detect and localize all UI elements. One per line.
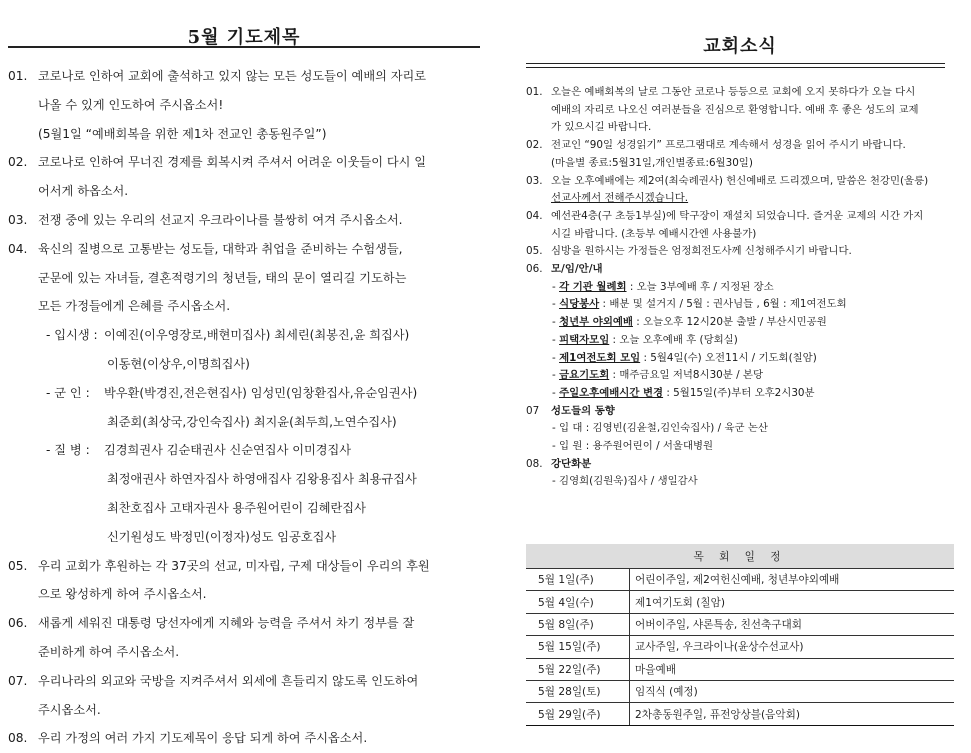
schedule-row: 5월 4일(수) 제1여기도회 (칠암)	[526, 591, 954, 613]
prayer-item-01: 01. 코로나로 인하여 교회에 출석하고 있지 않는 모든 성도들이 예배의 자리로 나올 수 있게 인도하여 주시옵소서! (5월1일 “예배회복을 위한 제1차 전교인 총동원주일”)	[8, 62, 480, 148]
prayer-text: (5월1일 “예배회복을 위한 제1차 전교인 총동원주일”)	[38, 126, 327, 141]
prayer-item-05: 05. 우리 교회가 후원하는 각 37곳의 선교, 미자립, 구제 대상들이 우리의 후원 으로 왕성하게 하여 주시옵소서.	[8, 552, 480, 610]
prayer-text: 어서게 하옵소서.	[38, 184, 129, 199]
schedule-row: 5월 1일(주) 어린이주일, 제2여헌신예배, 청년부야외예배	[526, 569, 954, 591]
ministry-schedule-table	[526, 544, 954, 726]
news-item-06: 06. 모/임/안/내 - 각 기관 월례회 : 오늘 3부예배 후 / 지정된 장소 - 식당봉사 : 배분 및 설거지 / 5월 : 권사님들 , 6월 : 제1여전도회 - 청년부 야외예배 : 오늘오후 12시20분 출발 / 부산시민공원 - 피택자모임 : 오늘 오후예배 후 (당회실) - 제1여전도회 모임 : 5월4일(수) 오전11시 / 기도회(칠암) - 금요기도회 : 매주금요일 저녁8시30분 / 본당 - 주일오후예배시간 변경 : 5월15일(주)부터 오후2시30분	[526, 261, 954, 403]
prayer-text: 우리 가정의 여러 가지 기도제목이 응답 되게 하여 주시옵소서.	[38, 731, 368, 746]
schedule-row: 5월 22일(주) 마을예배	[526, 658, 954, 680]
prayer-item-06: 06. 새롭게 세워진 대통령 당선자에게 지혜와 능력을 주셔서 차기 정부를 잘 준비하게 하여 주시옵소서.	[8, 609, 480, 667]
church-news-column	[526, 0, 954, 491]
news-item-05: 05. 심방을 원하시는 가정들은 엄정희전도사께 신청해주시기 바랍니다.	[526, 245, 852, 258]
prayer-text: 코로나로 인하여 무너진 경제를 회복시켜 주셔서 어려운 이웃들이 다시 일	[38, 155, 427, 170]
meeting-entry: - 식당봉사 : 배분 및 설거지 / 5월 : 권사님들 , 6월 : 제1여전도회	[552, 298, 847, 311]
prayer-item-04: 04. 육신의 질병으로 고통받는 성도들, 대학과 취업을 준비하는 수험생들, 군문에 있는 자녀들, 결혼적령기의 청년들, 태의 문이 열리길 기도하는 모든 가정들에게 은혜를 주시옵소서. - 입시생 : 이예진(이우영장로,배현미집사) 최세린(최봉진,윤 희집사) 이동현(이상우,이명희집사) - 군 인 : 박우환(박경진,전은현집사) 임성민(임창환집사,유순임권사) 최준회(최상국,강인숙집사) 최지윤(최두희,노연수집사) - 질 병 : 김경희권사 김순태권사 신순연집사 이미경집사 최정애권사 하연자집사 하영애집사 김왕용집사 최용규집사 최찬호집사 고태자권사 용주원어린이 김혜란집사 신기원성도 박정민(이정자)성도 임공호집사	[8, 235, 480, 552]
title-divider	[526, 63, 945, 64]
prayer-text: 육신의 질병으로 고통받는 성도들, 대학과 취업을 준비하는 수험생들,	[38, 241, 403, 256]
meeting-entry: - 주일오후예배시간 변경 : 5월15일(주)부터 오후2시30분	[552, 386, 815, 399]
news-item-03: 03. 오늘 오후예배에는 제2여(최숙례권사) 헌신예배로 드리겠으며, 말씀은 천강민(울릉) 선교사께서 전해주시겠습니다.	[526, 174, 929, 205]
news-item-08: 08. 강단화분 - 김영희(김원욱)집사 / 생일감사	[526, 457, 698, 488]
news-item-04: 04. 예선관4층(구 초등1부실)에 탁구장이 재설치 되었습니다. 즐거운 교제의 시간 가지 시길 바랍니다. (초등부 예배시간엔 사용불가)	[526, 209, 924, 240]
schedule-row: 5월 15일(주) 교사주일, 우크라이나(윤상수선교사)	[526, 636, 954, 658]
prayer-list	[8, 62, 480, 753]
schedule-row: 5월 28일(토) 임직식 (예정)	[526, 680, 954, 702]
meeting-entry: - 청년부 야외예배 : 오늘오후 12시20분 출발 / 부산시민공원	[552, 316, 827, 329]
prayer-topics-column	[8, 0, 480, 753]
prayer-text: 주시옵소서.	[38, 702, 101, 717]
prayer-text: 모든 가정들에게 은혜를 주시옵소서.	[38, 299, 231, 314]
prayer-topics-title: 5월 기도제목	[187, 27, 301, 48]
prayer-item-07: 07. 우리나라의 외교와 국방을 지켜주셔서 외세에 흔들리지 않도록 인도하여 주시옵소서.	[8, 667, 480, 725]
schedule-row: 5월 8일(주) 어버이주일, 샤론특송, 친선축구대회	[526, 613, 954, 635]
schedule-row: 5월 29일(주) 2차총동원주일, 퓨전앙상블(음악회)	[526, 703, 954, 725]
prayer-item-03: 03. 전쟁 중에 있는 우리의 선교지 우크라이나를 불쌍히 여겨 주시옵소서.	[8, 212, 403, 227]
news-item-01: 01. 오늘은 예배회복의 날로 그동안 코로나 등등으로 교회에 오지 못하다가 오늘 다시 예배의 자리로 나오신 여러분들을 진심으로 환영합니다. 예배 후 좋은 성도의 교제 가 있으시길 바랍니다.	[526, 86, 919, 134]
prayer-text: 우리 교회가 후원하는 각 37곳의 선교, 미자립, 구제 대상들이 우리의 후원	[38, 558, 430, 573]
meeting-entry: - 금요기도회 : 매주금요일 저녁8시30분 / 본당	[552, 369, 764, 382]
prayer-text: 준비하게 하여 주시옵소서.	[38, 644, 180, 659]
prayer-text: 전쟁 중에 있는 우리의 선교지 우크라이나를 불쌍히 여겨 주시옵소서.	[38, 212, 403, 227]
prayer-item-08: 08. 우리 가정의 여러 가지 기도제목이 응답 되게 하여 주시옵소서.	[8, 731, 368, 746]
meeting-entry: - 각 기관 월례회 : 오늘 3부예배 후 / 지정된 장소	[552, 280, 774, 293]
meeting-entry: - 피택자모임 : 오늘 오후예배 후 (당회실)	[552, 333, 738, 346]
prayer-text: 나올 수 있게 인도하여 주시옵소서!	[38, 97, 224, 112]
news-item-07: 07 성도들의 동향 - 입 대 : 김영빈(김윤철,김인숙집사) / 육군 논산 - 입 원 : 용주원어린이 / 서울대병원	[526, 404, 768, 453]
prayer-text: 군문에 있는 자녀들, 결혼적령기의 청년들, 태의 문이 열리길 기도하는	[38, 270, 407, 285]
group-illness: - 질 병 : 김경희권사 김순태권사 신순연집사 이미경집사	[46, 443, 352, 458]
prayer-text: 으로 왕성하게 하여 주시옵소서.	[38, 587, 207, 602]
news-item-02: 02. 전교인 “90일 성경읽기” 프로그램대로 계속해서 성경을 읽어 주시기 바랍니다. (마을별 종료:5월31일,개인별종료:6월30일)	[526, 139, 906, 169]
schedule-header: 목 회 일 정	[526, 544, 954, 569]
title-divider-thin	[526, 67, 945, 68]
prayer-text: 우리나라의 외교와 국방을 지켜주셔서 외세에 흔들리지 않도록 인도하여	[38, 673, 419, 688]
prayer-text: 코로나로 인하여 교회에 출석하고 있지 않는 모든 성도들이 예배의 자리로	[38, 69, 427, 83]
church-news-title: 교회소식	[703, 36, 777, 57]
meeting-entry: - 제1여전도회 모임 : 5월4일(수) 오전11시 / 기도회(칠암)	[552, 351, 817, 364]
group-exam: - 입시생 : 이예진(이우영장로,배현미집사) 최세린(최봉진,윤 희집사)	[46, 328, 410, 343]
prayer-item-02: 02. 코로나로 인하여 무너진 경제를 회복시켜 주셔서 어려운 이웃들이 다시 일 어서게 하옵소서.	[8, 148, 480, 206]
news-list	[526, 84, 954, 491]
prayer-text: 새롭게 세워진 대통령 당선자에게 지혜와 능력을 주셔서 차기 정부를 잘	[38, 616, 415, 631]
group-military: - 군 인 : 박우환(박경진,전은현집사) 임성민(임창환집사,유순임권사)	[46, 385, 418, 400]
